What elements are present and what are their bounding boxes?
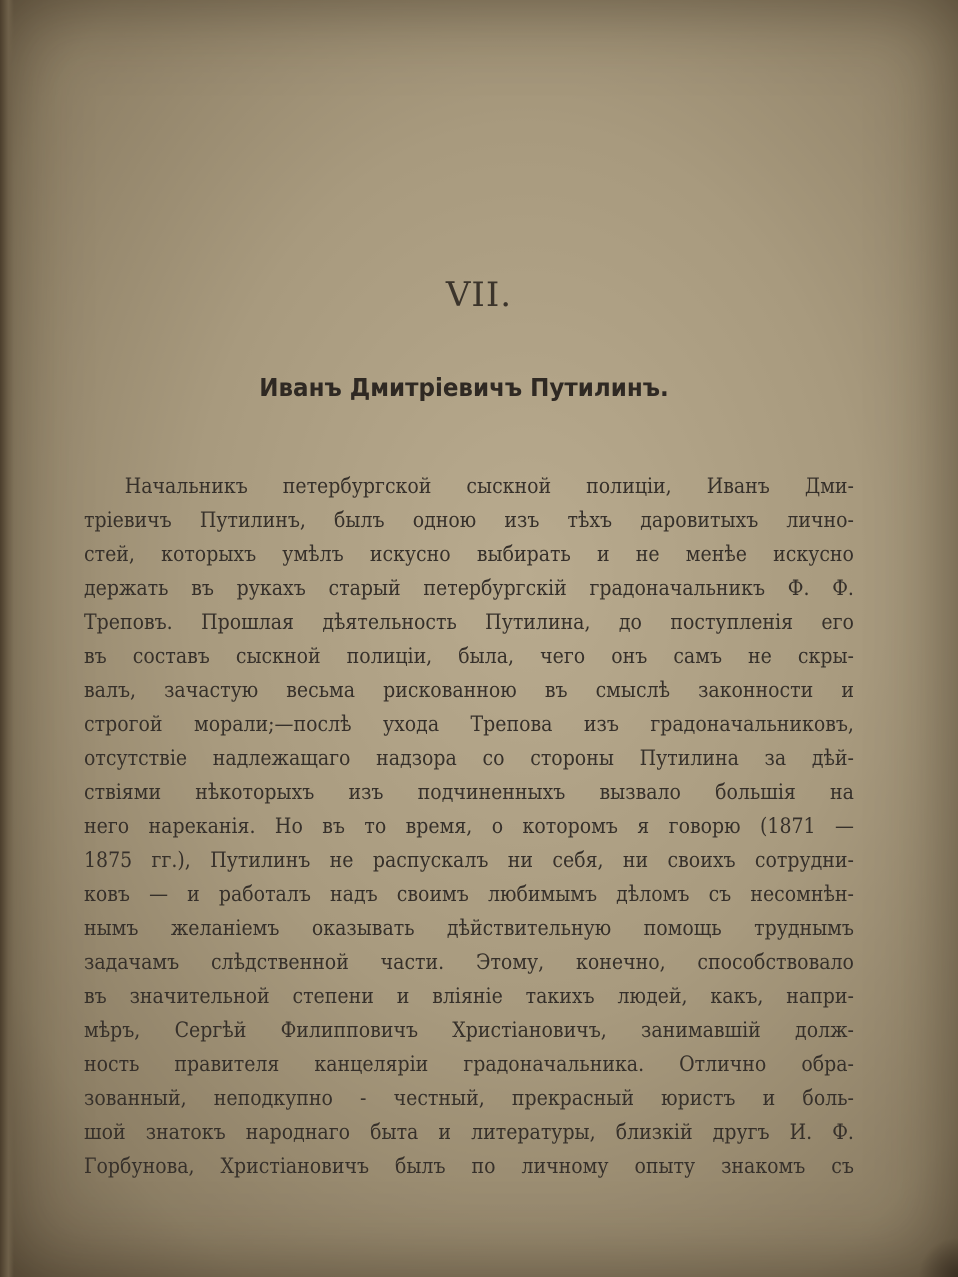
text-line: Треповъ. Прошлая дѣятельность Путилина, до поступленія его [84, 610, 854, 635]
text-line: задачамъ слѣдственной части. Этому, конечно, способствовало [84, 950, 854, 975]
page-corner-shadow [918, 1237, 958, 1277]
chapter-title: Иванъ Дмитріевичъ Путилинъ. [259, 373, 669, 402]
page-gutter [0, 0, 14, 1277]
text-line: 1875 гг.), Путилинъ не распускалъ ни себя, ни своихъ сотрудни- [84, 848, 854, 873]
text-line: ствіями нѣкоторыхъ изъ подчиненныхъ вызвало большія на [84, 780, 854, 805]
text-line: него нареканія. Но въ то время, о которомъ я говорю (1871 — [84, 814, 854, 839]
text-line: ковъ — и работалъ надъ своимъ любимымъ дѣломъ съ несомнѣн- [84, 882, 854, 907]
text-line: Начальникъ петербургской сыскной полиціи, Иванъ Дми- [124, 474, 854, 499]
text-line: отсутствіе надлежащаго надзора со стороны Путилина за дѣй- [84, 746, 854, 771]
text-line: мѣръ, Сергѣй Филипповичъ Христіановичъ, занимавшій долж- [84, 1018, 854, 1043]
text-line: шой знатокъ народнаго быта и литературы, близкій другъ И. Ф. [84, 1120, 854, 1145]
text-line: Горбунова, Христіановичъ былъ по личному опыту знакомъ съ [84, 1154, 854, 1179]
text-line: въ составъ сыскной полиціи, была, чего онъ самъ не скры- [84, 644, 854, 669]
text-line: въ значительной степени и вліяніе такихъ людей, какъ, напри- [84, 984, 854, 1009]
text-line: валъ, зачастую весьма рискованною въ смыслѣ законности и [84, 678, 854, 703]
text-line: нымъ желаніемъ оказывать дѣйствительную помощь труднымъ [84, 916, 854, 941]
text-line: зованный, неподкупно - честный, прекрасный юристъ и боль- [84, 1086, 854, 1111]
text-line: строгой морали;—послѣ ухода Трепова изъ градоначальниковъ, [84, 712, 854, 737]
chapter-number: VII. [445, 275, 513, 315]
text-line: держать въ рукахъ старый петербургскій градоначальникъ Ф. Ф. [84, 576, 854, 601]
text-line: ность правителя канцеляріи градоначальника. Отлично обра- [84, 1052, 854, 1077]
text-line: тріевичъ Путилинъ, былъ одною изъ тѣхъ даровитыхъ лично- [84, 508, 854, 533]
text-line: стей, которыхъ умѣлъ искусно выбирать и не менѣе искусно [84, 542, 854, 567]
body-paragraph [84, 470, 854, 1184]
